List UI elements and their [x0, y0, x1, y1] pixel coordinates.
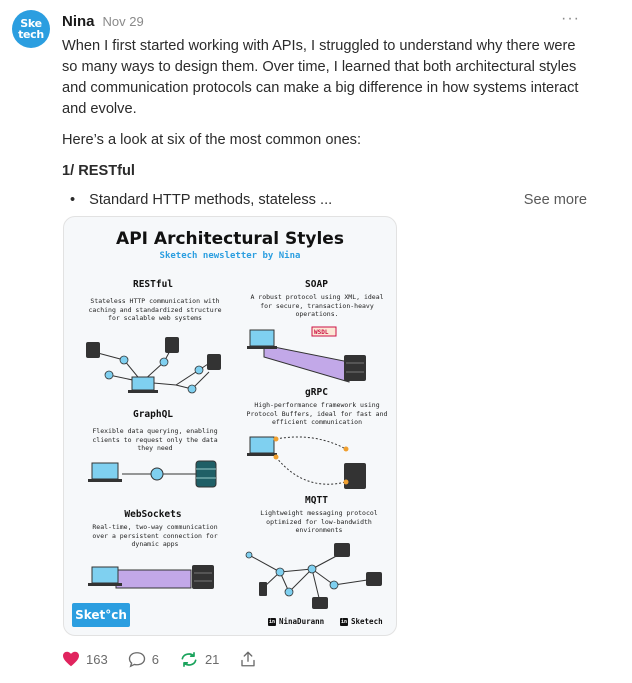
- linkedin-icon: in: [340, 618, 348, 625]
- server-icon: [86, 337, 221, 370]
- image-subtitle: Sketech newsletter by Nina: [159, 251, 301, 261]
- grpc-illustration: [276, 437, 346, 484]
- soap-illustration: [247, 327, 366, 382]
- bullet-text: • Standard HTTP methods, stateless ...: [62, 190, 332, 211]
- cell-desc-grpc: High-performance framework using Protocol Buffers, ideal for fast and efficient communication: [246, 401, 388, 426]
- heart-icon: [62, 651, 80, 667]
- image-title: API Architectural Styles: [116, 229, 344, 249]
- sketech-logo: Sket°ch: [72, 603, 130, 627]
- restack-icon: [179, 651, 199, 668]
- cell-title-restful: RESTful: [132, 279, 174, 290]
- credit-text: Sketech: [351, 617, 383, 626]
- cell-title-soap: SOAP: [305, 279, 328, 290]
- comment-count: 6: [151, 651, 159, 667]
- graphql-illustration: [88, 461, 216, 487]
- restack-button[interactable]: [179, 651, 219, 668]
- cell-desc-graphql: Flexible data querying, enabling clients to request only the data they need: [92, 427, 218, 452]
- paragraph: Here’s a look at six of the most common ones:: [62, 132, 362, 148]
- laptop-icon: [128, 377, 158, 393]
- wsdl-tag: WSDL: [314, 329, 329, 336]
- post-body: [62, 36, 587, 211]
- paragraph: When I first started working with APIs, I struggled to understand why there were so many ways to design them. Over time, I learned that both architectural styles and communication protocols can make a big difference in how systems interact and evolve.: [62, 38, 579, 117]
- post-actions: [62, 650, 257, 668]
- cell-desc-websockets: Real-time, two-way communication over a persistent connection for dynamic apps: [92, 523, 218, 548]
- post-date[interactable]: Nov 29: [102, 14, 144, 29]
- comment-button[interactable]: [128, 651, 159, 668]
- avatar-text-top: Ske: [20, 17, 42, 30]
- like-button[interactable]: [62, 651, 108, 667]
- restack-count: 21: [204, 651, 220, 667]
- share-button[interactable]: [239, 650, 257, 668]
- author-name[interactable]: Nina: [62, 13, 95, 30]
- credit-sketech: [340, 617, 383, 626]
- ellipsis-icon[interactable]: ···: [561, 10, 580, 27]
- credit-text: NinaDurann: [279, 617, 325, 626]
- share-icon: [239, 650, 257, 668]
- section-heading: 1/ RESTful: [62, 163, 135, 179]
- credit-ninadurann: [268, 617, 324, 626]
- list-item: [62, 190, 587, 211]
- like-count: 163: [86, 651, 108, 667]
- cell-desc-soap: A robust protocol using XML, ideal for secure, transaction-heavy operations.: [250, 293, 384, 318]
- cell-desc-restful: Stateless HTTP communication with caching and standardized structure for scalable web systems: [88, 297, 222, 322]
- cell-title-mqtt: MQTT: [305, 495, 328, 506]
- post-image[interactable]: [63, 216, 397, 636]
- cell-desc-mqtt: Lightweight messaging protocol optimized for low-bandwidth environments: [260, 509, 378, 534]
- linkedin-icon: in: [268, 618, 276, 625]
- cell-title-grpc: gRPC: [305, 387, 328, 398]
- cell-title-websockets: WebSockets: [124, 509, 182, 520]
- see-more-link[interactable]: See more: [523, 192, 587, 208]
- avatar[interactable]: [12, 10, 50, 48]
- comment-icon: [128, 651, 146, 668]
- avatar-text-bottom: tech: [18, 28, 44, 41]
- websockets-illustration: [88, 565, 214, 589]
- cell-title-graphql: GraphQL: [132, 409, 174, 420]
- post-header: [62, 13, 144, 30]
- diagram-illustrations: [64, 217, 397, 636]
- mqtt-network: [249, 553, 374, 602]
